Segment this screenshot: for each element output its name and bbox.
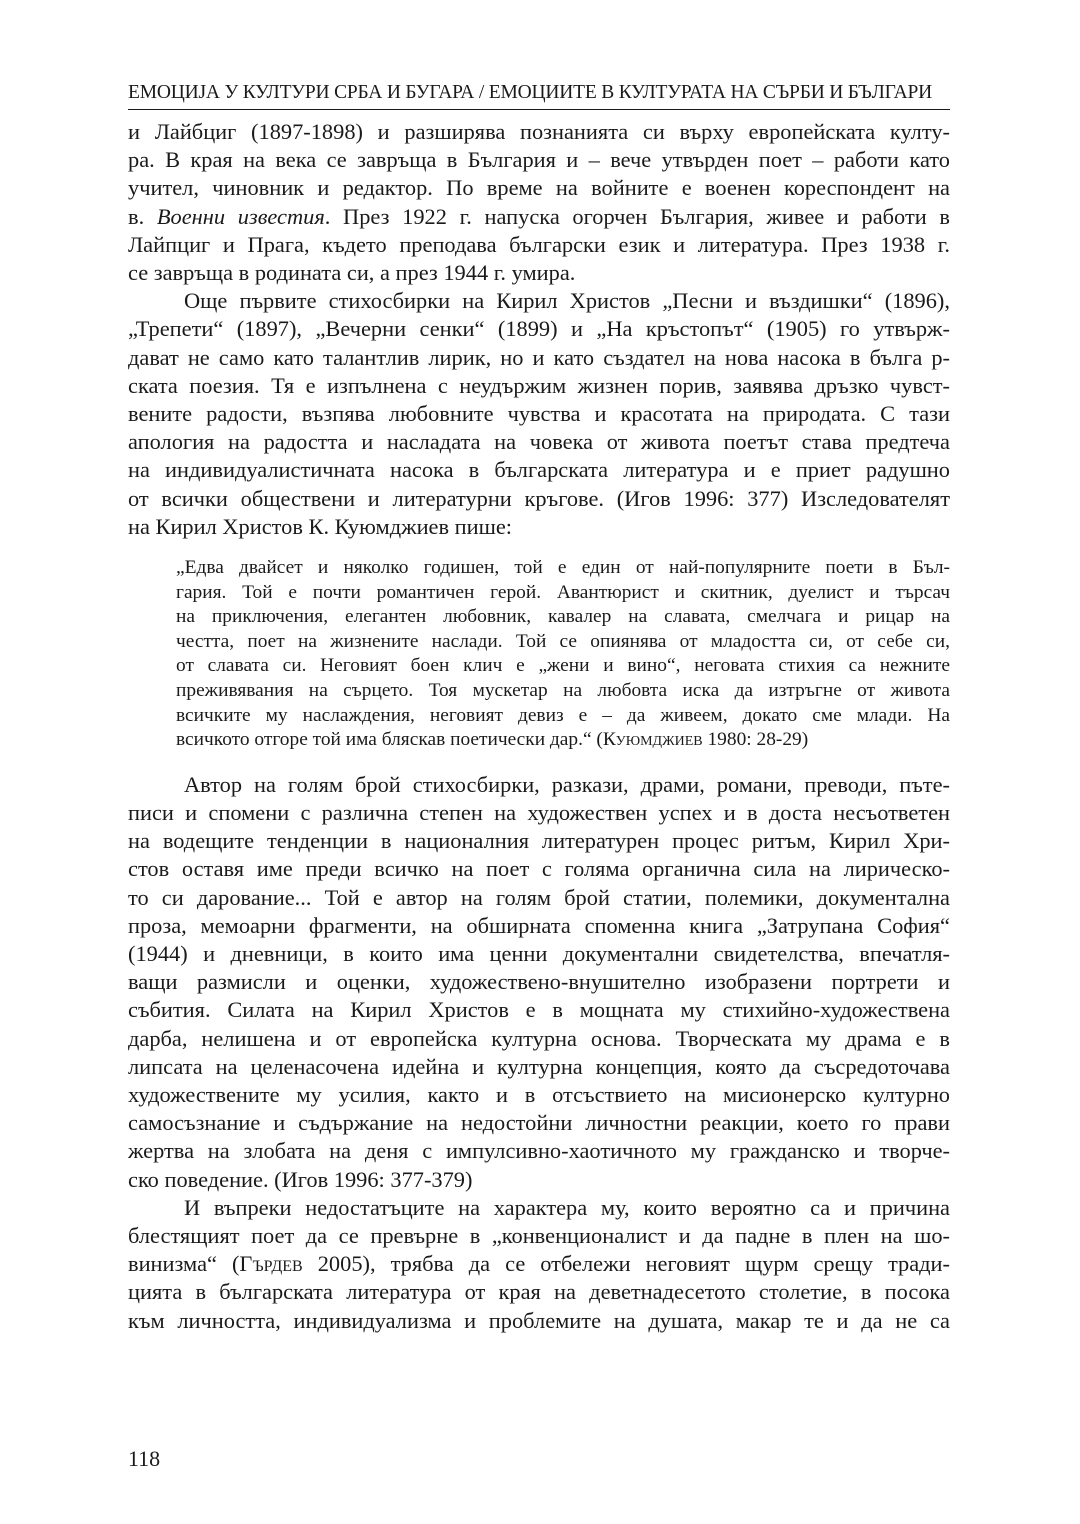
block-quote <box>176 556 950 753</box>
text-line: (1944) и дневници, в които има ценни документални свидетелства, впечатля- <box>128 941 950 967</box>
header-rule <box>128 109 950 110</box>
text-line: художествените му усилия, както и в отсъствието на мисионерско културно <box>128 1082 950 1108</box>
text-line: и Лайбциг (1897-1898) и разширява познанията си върху европейската култу- <box>128 119 950 144</box>
quote-line: гария. Той е почти романтичен герой. Авантюрист и скитник, дуелист и търсач <box>176 581 950 603</box>
text-line: „Трепети“ (1897), „Вечерни сенки“ (1899) и „На кръстопът“ (1905) го утвърж- <box>128 316 950 342</box>
text-line: самосъзнание и съдържание на недостойни личностни реакции, което го прави <box>128 1110 950 1136</box>
text-fragment: 2005), трябва да се отбележи неговият щурм срещу тради- <box>302 1251 950 1277</box>
text-line: цията в българската литература от края на деветнадесетото столетие, в посока <box>128 1279 950 1305</box>
page-number: 118 <box>128 1446 161 1471</box>
quote-line <box>176 728 950 753</box>
text-line: Лайпциг и Прага, където преподава български език и литература. През 1938 г. <box>128 231 950 257</box>
running-header: ЕМОЦИЈА У КУЛТУРИ СРБА И БУГАРА / ЕМОЦИИТЕ В КУЛТУРАТА НА СЪРБИ И БЪЛГАРИ <box>128 82 933 103</box>
text-line: дарба, нелишена и от европейска културна основа. Творческата му драма е в <box>128 1025 950 1051</box>
text-fragment: в. <box>128 203 157 229</box>
text-line: се завръща в родината си, а през 1944 г. умира. <box>128 260 576 286</box>
text-line: ващи размисли и оценки, художествено-внушително изобразени портрети и <box>128 969 950 995</box>
text-line: то си дарование... Той е автор на голям брой статии, полемики, документална <box>128 884 950 910</box>
text-line: на водещите тенденции в националния литературен процес ритъм, Кирил Хри- <box>128 828 950 854</box>
text-line: блестящият поет да се превърне в „конвенционалист и да падне в плен на шо- <box>128 1223 950 1249</box>
text-line: липсата на целенасочена идейна и културна концепция, която да съсредоточава <box>128 1053 950 1079</box>
text-line: от всички обществени и литературни кръгове. (Игов 1996: 377) Изследователят <box>128 485 950 511</box>
text-line: учител, чиновник и редактор. По време на войните е военен кореспондент на <box>128 175 950 201</box>
paragraph-2 <box>128 287 950 541</box>
text-line: ско поведение. (Игов 1996: 377-379) <box>128 1166 473 1192</box>
text-line: писи и спомени с различна степен на художествен успех и в доста несъответен <box>128 800 950 825</box>
text-line: жертва на злобата на деня с импулсивно-хаотичното му гражданско и творче- <box>128 1138 950 1164</box>
quote-line: от славата си. Неговият боен клич е „жени и вино“, неговата стихия са нежните <box>176 655 950 677</box>
quote-line: на приключения, елегантен любовник, кавалер на славата, смелчага и рицар на <box>176 606 950 628</box>
text-fragment: . През 1922 г. напуска огорчен България, живее и работи в <box>324 203 950 229</box>
text-line: ра. В края на века се завръща в България и – вече утвърден поет – работи като <box>128 147 950 173</box>
paragraph-3 <box>128 771 950 1194</box>
citation-author: Куюмджиев <box>602 729 703 751</box>
text-line: дават не само като талантлив лирик, но и като създател на нова насока в бълга р- <box>128 344 950 370</box>
quote-line: преживявания на сърцето. Тоя мускетар на любовта иска да изтръгне от живота <box>176 680 950 702</box>
paragraph-1 <box>128 118 950 287</box>
text-line: ската поезия. Тя е изпълнена с неудържим жизнен порив, заявява дръзко чувст- <box>128 372 950 398</box>
quote-line: „Едва двайсет и няколко годишен, той е един от най-популярните поети в Бъл- <box>176 557 950 579</box>
text-line: стов оставя име преди всичко на поет с голяма органична сила на лирическо- <box>128 856 950 882</box>
citation-author: Гърдев <box>239 1251 303 1277</box>
text-line: събития. Силата на Кирил Христов е в мощната му стихийно-художествена <box>128 997 950 1023</box>
text-line: Още първите стихосбирки на Кирил Христов „Песни и въздишки“ (1896), <box>184 288 950 314</box>
text-line <box>128 1250 950 1278</box>
text-fragment: всичкото отгоре той има бляскав поетически дар.“ ( <box>176 729 603 751</box>
text-line: апология на радостта и насладата на човека от живота поетът става предтеча <box>128 429 950 455</box>
text-line: И въпреки недостатъците на характера му, които вероятно са и причина <box>184 1194 950 1220</box>
text-line: проза, мемоарни фрагменти, на обширната споменна книга „Затрупана София“ <box>128 912 950 938</box>
paragraph-4 <box>128 1194 950 1335</box>
newspaper-title: Военни известия <box>156 203 325 229</box>
quote-line: честта, поет на жизнените наслади. Той се опиянява от младостта си, от себе си, <box>176 630 950 652</box>
text-line: вените радости, възпява любовните чувства и красотата на природата. С тази <box>128 401 950 427</box>
text-line: на Кирил Христов К. Куюмджиев пише: <box>128 513 513 539</box>
text-fragment: 1980: 28-29) <box>702 729 809 751</box>
quote-line: всичките му наслаждения, неговият девиз е – да живеем, докато сме млади. На <box>176 704 950 726</box>
text-fragment: винизма“ ( <box>128 1251 240 1277</box>
text-line: на индивидуалистичната насока в българската литература и е приет радушно <box>128 457 950 483</box>
text-line: Автор на голям брой стихосбирки, разкази, драми, романи, преводи, пъте- <box>184 771 950 797</box>
main-text <box>128 118 950 1335</box>
text-line <box>128 203 950 231</box>
text-line: към личността, индивидуализма и проблемите на душата, макар те и да не са <box>128 1307 950 1333</box>
